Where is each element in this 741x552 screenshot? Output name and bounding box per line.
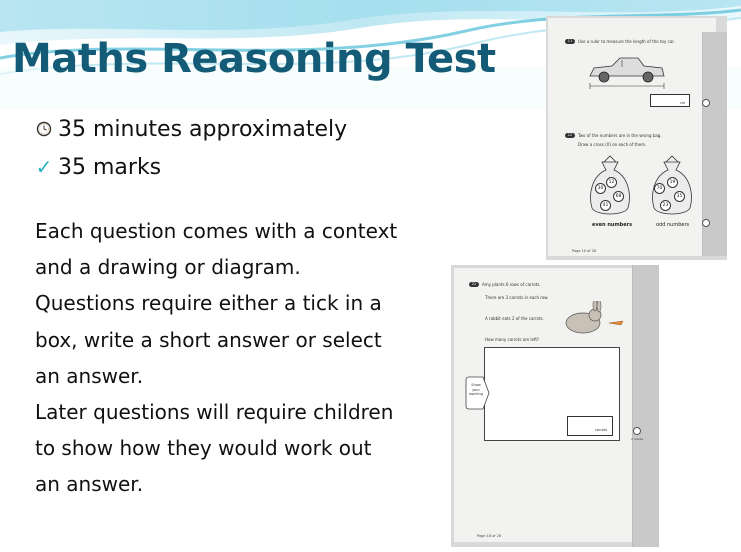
answer-unit: carrots — [595, 428, 608, 432]
description-line: Later questions will require children — [35, 400, 394, 425]
clock-icon — [33, 121, 55, 137]
page-footer: Page 18 of 28 — [477, 534, 502, 538]
bullet-time-text: 35 minutes approximately — [58, 116, 348, 142]
bag-number: 30 — [595, 183, 606, 194]
toy-car-image — [586, 50, 668, 90]
description-line: to show how they would work out — [35, 436, 372, 461]
bag-number: 41 — [600, 200, 611, 211]
question-number-badge: 12 — [565, 133, 575, 138]
test-paper-photo-top — [546, 16, 727, 260]
slide-title: Maths Reasoning Test — [12, 36, 496, 82]
marks-label: 2 marks — [631, 437, 644, 441]
question-line: A rabbit eats 2 of the carrots. — [485, 316, 544, 321]
test-paper-photo-bottom — [451, 265, 659, 547]
bag-number: 23 — [660, 200, 671, 211]
question-line: There are 3 carrots in each row. — [485, 295, 549, 300]
bullet-marks — [33, 148, 347, 186]
description-line: an answer. — [35, 363, 144, 388]
checkmark-icon: ✓ — [35, 155, 53, 179]
bag-number: 19 — [667, 177, 678, 188]
description-line: box, write a short answer or select — [35, 327, 382, 352]
bullet-list — [33, 110, 347, 186]
bag-number: 35 — [674, 191, 685, 202]
description-line: and a drawing or diagram. — [35, 255, 301, 280]
page-footer: Page 10 of 28 — [572, 249, 597, 253]
question-text: Two of the numbers are in the wrong bag. — [578, 133, 662, 138]
rabbit-image — [555, 301, 627, 335]
question-number-badge: 11 — [565, 39, 575, 44]
bag-number: 70 — [654, 183, 665, 194]
question-line: Amy plants 6 rows of carrots. — [482, 282, 541, 287]
mark-circle — [702, 219, 710, 227]
bag-left-label: even numbers — [592, 222, 633, 228]
question-subtext: Draw a cross (X) on each of them. — [578, 142, 647, 147]
answer-box — [567, 416, 613, 436]
bullet-time — [33, 110, 347, 148]
bullet-marks-text: 35 marks — [58, 154, 162, 180]
question-number-badge: 22 — [469, 282, 479, 287]
unit-label: cm — [680, 101, 686, 105]
description-line: an answer. — [35, 472, 144, 497]
description-line: Each question comes with a context — [35, 219, 398, 243]
question-line: How many carrots are left? — [485, 337, 540, 342]
paper-binding-strip — [632, 265, 659, 547]
show-working-label: Show your working — [469, 383, 483, 396]
description-line: Questions require either a tick in a — [35, 291, 382, 316]
mark-circle — [702, 99, 710, 107]
bag-number: 12 — [606, 177, 617, 188]
description-text — [35, 213, 415, 503]
mark-circle — [633, 427, 641, 435]
bag-number: 68 — [613, 191, 624, 202]
question-text: Use a ruler to measure the length of the toy car. — [578, 39, 675, 44]
bag-right-label: odd numbers — [656, 222, 690, 228]
